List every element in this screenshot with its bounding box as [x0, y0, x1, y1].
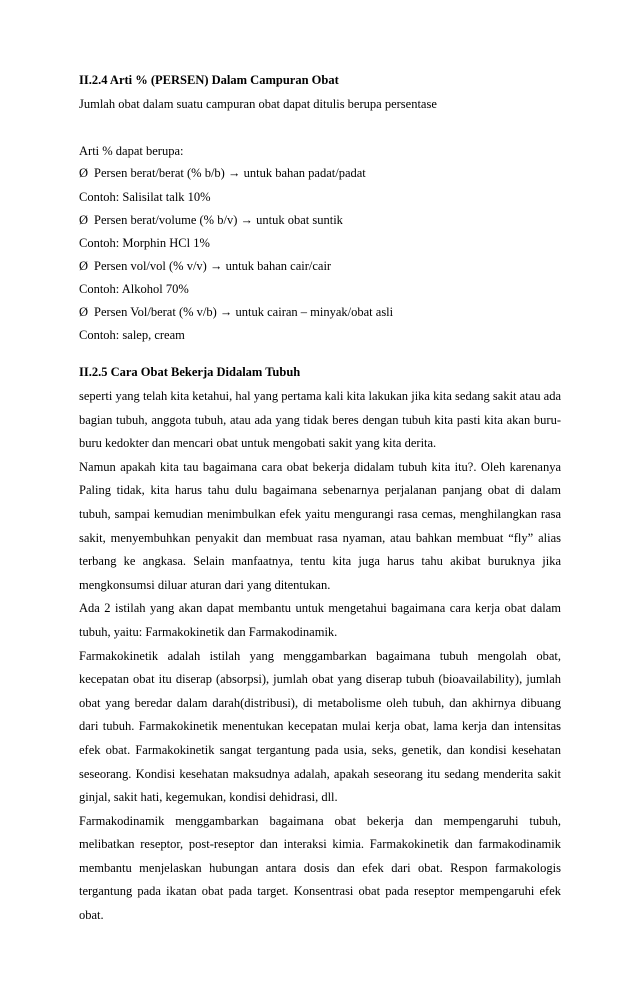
paragraph: Farmakodinamik menggambarkan bagaimana obat bekerja dan mempengaruhi tubuh, melibatkan reseptor, post-reseptor dan interaksi kimia. Farmakokinetik dan farmakodinamik membantu menjelaskan hubungan antara dosis dan efek dari obat. Respon farmakologis tergantung pada ikatan obat pada target. Konsentrasi obat pada reseptor mempengaruhi efek obat.: [79, 813, 561, 923]
bullet-text: Persen vol/vol (% v/v) → untuk bahan cair/cair: [94, 259, 332, 273]
example-line-1: Contoh: Salisilat talk 10%: [79, 190, 211, 204]
paragraph: seperti yang telah kita ketahui, hal yang pertama kali kita lakukan jika kita sedang sakit atau ada bagian tubuh, anggota tubuh, atau ada yang tidak beres dengan tubuh kita pasti kita akan buru-buru kedokter dan mencari obat untuk mengobati sakit yang kita derita.: [79, 389, 561, 451]
bullet-item-4: [79, 305, 393, 320]
bullet-text: Persen berat/berat (% b/b) → untuk bahan padat/padat: [94, 166, 366, 180]
bullet-symbol: Ø: [79, 305, 89, 319]
bullet-text: Persen berat/volume (% b/v) → untuk obat suntik: [94, 213, 343, 227]
bullet-item-3: [79, 259, 331, 274]
example-line-2: Contoh: Morphin HCl 1%: [79, 236, 210, 250]
section-heading-persen: II.2.4 Arti % (PERSEN) Dalam Campuran Obat: [79, 73, 339, 87]
bullet-text: Persen Vol/berat (% v/b) → untuk cairan – minyak/obat asli: [94, 305, 394, 319]
paragraph: Ada 2 istilah yang akan dapat membantu untuk mengetahui bagaimana cara kerja obat dalam tubuh, yaitu: Farmakokinetik dan Farmakodinamik.: [79, 601, 561, 639]
bullet-item-1: [79, 166, 366, 181]
intro-line: Jumlah obat dalam suatu campuran obat dapat ditulis berupa persentase: [79, 97, 437, 111]
paragraph: Namun apakah kita tau bagaimana cara obat bekerja didalam tubuh kita itu?. Oleh karenanya Paling tidak, kita harus tahu dulu bagaimana sebenarnya perjalanan panjang obat di dalam tubuh, sampai kemudian menimbulkan efek yaitu mengurangi rasa cemas, menghilangkan rasa sakit, menyembuhkan penyakit dan membuat rasa nyaman, atau bahkan membuat “fly” alias terbang ke angkasa. Selain manfaatnya, tentu kita juga harus tahu akibat buruknya jika mengkonsumsi diluar aturan dari yang ditentukan.: [79, 459, 561, 592]
bullet-symbol: Ø: [79, 166, 89, 180]
bullet-item-2: [79, 213, 343, 228]
section-heading-cara-obat: II.2.5 Cara Obat Bekerja Didalam Tubuh: [79, 365, 301, 379]
paragraph: Farmakokinetik adalah istilah yang menggambarkan bagaimana tubuh mengolah obat, kecepatan obat itu diserap (absorpsi), jumlah obat yang diserap tubuh (bioavailability), jumlah obat yang beredar dalam darah(distribusi), di metabolisme oleh tubuh, dan akhirnya dibuang dari tubuh. Farmakokinetik menentukan kecepatan mulai kerja obat, lama kerja dan intensitas efek obat. Farmakokinetik sangat tergantung pada usia, seks, genetik, dan kondisi kesehatan seseorang. Kondisi kesehatan maksudnya adalah, apakah seseorang itu sedang menderita sakit ginjal, sakit hati, kegemukan, kondisi dehidrasi, dll.: [79, 648, 561, 805]
lead-line: Arti % dapat berupa:: [79, 144, 184, 158]
bullet-symbol: Ø: [79, 213, 89, 227]
example-line-3: Contoh: Alkohol 70%: [79, 282, 189, 296]
body-text: [79, 385, 561, 928]
example-line-4: Contoh: salep, cream: [79, 328, 185, 342]
bullet-symbol: Ø: [79, 259, 89, 273]
